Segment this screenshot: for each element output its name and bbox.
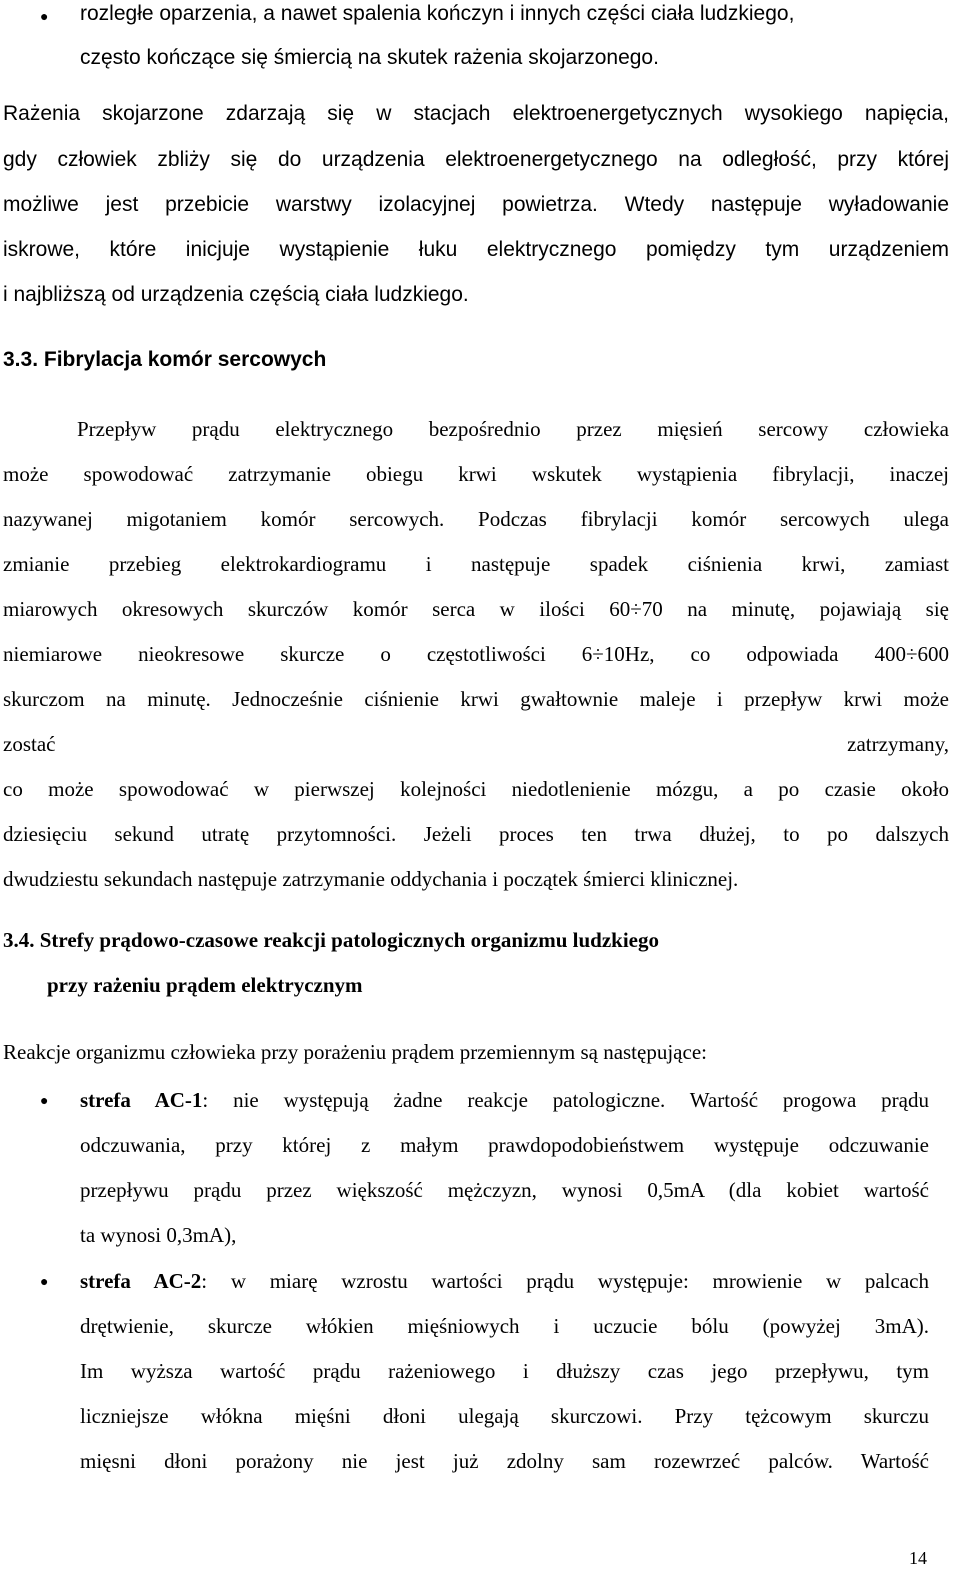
- text-line: nazywanej migotaniem komór sercowych. Podczas fibrylacji komór sercowych ulega: [3, 507, 949, 531]
- text-line: drętwienie, skurcze włókien mięśniowych i uczucie bólu (powyżej 3mA).: [80, 1314, 929, 1338]
- text-line: i najbliższą od urządzenia częścią ciała ludzkiego.: [3, 283, 469, 306]
- text-line: liczniejsze włókna mięśni dłoni ulegają skurczowi. Przy tężcowym skurczu: [80, 1404, 929, 1428]
- text-line: Rażenia skojarzone zdarzają się w stacjach elektroenergetycznych wysokiego napięcia,: [3, 102, 949, 125]
- zone-text: : nie występują żadne reakcje patologiczne. Wartość progowa prądu: [202, 1088, 929, 1112]
- paragraph-reakcje: Reakcje organizmu człowieka przy porażeniu prądem przemiennym są następujące:: [3, 1040, 707, 1064]
- text-line: ta wynosi 0,3mA),: [80, 1223, 237, 1247]
- text-line: miarowych okresowych skurczów komór serca w ilości 60÷70 na minutę, pojawiają się: [3, 597, 949, 621]
- zone-text: : w miarę wzrostu wartości prądu występuje: mrowienie w palcach: [201, 1269, 929, 1293]
- text-line: rozległe oparzenia, a nawet spalenia kończyn i innych części ciała ludzkiego,: [80, 2, 795, 25]
- text-line: zostać zatrzymany,: [3, 732, 949, 756]
- text-line: dziesięciu sekund utratę przytomności. Jeżeli proces ten trwa dłużej, to po dalszych: [3, 822, 949, 846]
- zone-label: strefa AC-1: [80, 1088, 203, 1112]
- text-line: mięsni dłoni porażony nie jest już zdolny sam rozewrzeć palców. Wartość: [80, 1449, 929, 1473]
- text-line: iskrowe, które inicjuje wystąpienie łuku elektrycznego pomiędzy tym urządzeniem: [3, 238, 949, 261]
- heading-line: przy rażeniu prądem elektrycznym: [47, 973, 363, 997]
- text-line: [80, 1088, 929, 1113]
- page-number: 14: [909, 1548, 927, 1568]
- zone-label: strefa AC-2: [80, 1269, 202, 1293]
- text-line: odczuwania, przy której z małym prawdopodobieństwem występuje odczuwanie: [80, 1133, 929, 1157]
- text-line: gdy człowiek zbliży się do urządzenia elektroenergetycznego na odległość, przy której: [3, 148, 949, 171]
- text-line: niemiarowe nieokresowe skurcze o częstotliwości 6÷10Hz, co odpowiada 400÷600: [3, 642, 949, 666]
- text-line: może spowodować zatrzymanie obiegu krwi wskutek wystąpienia fibrylacji, inaczej: [3, 462, 949, 486]
- text-line: zmianie przebieg elektrokardiogramu i następuje spadek ciśnienia krwi, zamiast: [3, 552, 949, 576]
- text-line: Przepływ prądu elektrycznego bezpośrednio przez mięsień sercowy człowieka: [77, 417, 949, 441]
- intro-bullet: [0, 0, 960, 80]
- text-line: co może spowodować w pierwszej kolejności niedotlenienie mózgu, a po czasie około: [3, 777, 949, 801]
- heading-line: 3.4. Strefy prądowo-czasowe reakcji patologicznych organizmu ludzkiego: [3, 928, 659, 952]
- text-line: możliwe jest przebicie warstwy izolacyjnej powietrza. Wtedy następuje wyładowanie: [3, 193, 949, 216]
- section-heading-3-3: 3.3. Fibrylacja komór sercowych: [3, 348, 327, 371]
- bullet-icon: ●: [40, 1094, 49, 1109]
- text-line: dwudziestu sekundach następuje zatrzymanie oddychania i początek śmierci klinicznej.: [3, 867, 739, 891]
- text-line: Im wyższa wartość prądu rażeniowego i dłuższy czas jego przepływu, tym: [80, 1359, 929, 1383]
- text-line: przepływu prądu przez większość mężczyzn, wynosi 0,5mA (dla kobiet wartość: [80, 1178, 929, 1202]
- text-line: skurczom na minutę. Jednocześnie ciśnienie krwi gwałtownie maleje i przepływ krwi może: [3, 687, 949, 711]
- text-line: [80, 1269, 929, 1294]
- bullet-icon: ●: [40, 1275, 49, 1290]
- text-line: często kończące się śmiercią na skutek rażenia skojarzonego.: [80, 46, 659, 69]
- bullet-icon: ●: [40, 8, 49, 24]
